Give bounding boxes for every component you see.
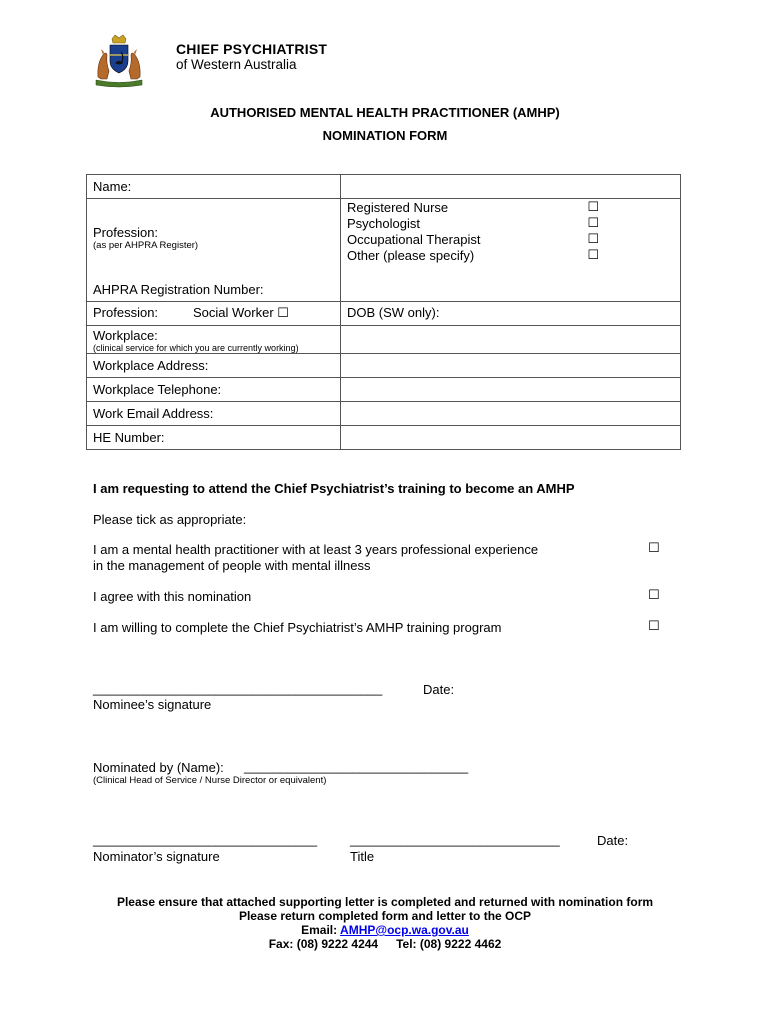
email-label: Work Email Address:: [93, 406, 214, 421]
nominator-signature-line[interactable]: _______________________________: [93, 832, 318, 847]
nominee-signature-line[interactable]: ________________________________________: [93, 681, 383, 696]
email-field[interactable]: [341, 402, 681, 426]
he-label-cell: [87, 426, 341, 450]
checkbox[interactable]: ☐: [587, 216, 599, 231]
he-field[interactable]: [341, 426, 681, 450]
footer-return: Please return completed form and letter to the OCP: [238, 909, 532, 923]
profession-option-label: Psychologist: [347, 216, 420, 231]
profession-option-label: Other (please specify): [347, 248, 475, 263]
nominee-details-table: [86, 174, 681, 450]
title-label: Title: [350, 849, 375, 864]
address-label: Workplace Address:: [93, 358, 209, 373]
training-checkbox[interactable]: ☐: [648, 619, 660, 634]
profession-option-label: Occupational Therapist: [347, 232, 481, 247]
nominee-signature-label: Nominee’s signature: [93, 697, 212, 712]
telephone-field[interactable]: [341, 378, 681, 402]
checkbox[interactable]: ☐: [587, 248, 599, 263]
footer-email: [0, 923, 770, 937]
profession-option-ot[interactable]: [347, 232, 599, 248]
tick-instruction: Please tick as appropriate:: [93, 512, 247, 527]
profession-label-cell: [87, 199, 341, 267]
social-worker-checkbox[interactable]: Social Worker ☐: [193, 305, 289, 320]
telephone-label-cell: [87, 378, 341, 402]
address-label-cell: [87, 354, 341, 378]
experience-checkbox[interactable]: ☐: [648, 541, 660, 556]
workplace-label-cell: [87, 326, 341, 354]
ahpra-label-cell: [87, 267, 341, 302]
nominated-by-note: (Clinical Head of Service / Nurse Director or equivalent): [93, 775, 327, 786]
statement-training: I am willing to complete the Chief Psychiatrist’s AMHP training program: [93, 620, 502, 635]
checkbox[interactable]: ☐: [587, 232, 599, 247]
profession-option-psychologist[interactable]: [347, 216, 599, 232]
wa-coat-of-arms-logo: [93, 33, 145, 89]
nominated-by-label: Nominated by (Name):: [93, 760, 224, 775]
address-field[interactable]: [341, 354, 681, 378]
nominated-by-line[interactable]: _______________________________: [244, 759, 469, 774]
dob-label: DOB (SW only):: [347, 305, 440, 320]
statement-agree: I agree with this nomination: [93, 589, 252, 604]
statement-line: I am a mental health practitioner with at least 3 years professional experience: [93, 542, 539, 557]
org-subname: of Western Australia: [176, 57, 297, 72]
telephone-label: Workplace Telephone:: [93, 382, 222, 397]
request-heading: I am requesting to attend the Chief Psychiatrist’s training to become an AMHP: [93, 481, 575, 496]
profession-label: Profession:: [93, 225, 159, 240]
profession-option-other[interactable]: [347, 248, 599, 264]
profession-options-cell: [341, 199, 681, 267]
checkbox[interactable]: ☐: [587, 200, 599, 215]
email-link[interactable]: AMHP@ocp.wa.gov.au: [340, 923, 469, 937]
dob-cell[interactable]: [341, 302, 681, 326]
nominator-signature-label: Nominator’s signature: [93, 849, 220, 864]
form-subtitle: NOMINATION FORM: [322, 128, 448, 143]
statement-line: in the management of people with mental illness: [93, 558, 371, 573]
nominee-date-label: Date:: [423, 682, 455, 697]
profession-sw-cell: [87, 302, 341, 326]
name-field[interactable]: [341, 175, 681, 199]
fax-number: Fax: (08) 9222 4244: [268, 937, 379, 951]
footer-instruction: Please ensure that attached supporting letter is completed and returned with nomination form: [116, 895, 654, 909]
agree-checkbox[interactable]: ☐: [648, 588, 660, 603]
form-title: AUTHORISED MENTAL HEALTH PRACTITIONER (AMHP): [210, 105, 560, 120]
footer-contact: [0, 937, 770, 951]
email-prefix: Email:: [301, 923, 341, 937]
profession-option-label: Registered Nurse: [347, 200, 449, 215]
name-label-cell: [87, 175, 341, 199]
workplace-note: (clinical service for which you are currently working): [93, 343, 299, 353]
title-line[interactable]: _____________________________: [350, 832, 560, 847]
name-label: Name:: [93, 179, 132, 194]
profession2-label: Profession:: [93, 305, 159, 320]
profession-note: (as per AHPRA Register): [93, 240, 199, 251]
workplace-field[interactable]: [341, 326, 681, 354]
email-label-cell: [87, 402, 341, 426]
nominator-date-label: Date:: [597, 833, 629, 848]
workplace-label: Workplace:: [93, 328, 158, 343]
profession-option-nurse[interactable]: [347, 200, 599, 216]
ahpra-label: AHPRA Registration Number:: [93, 282, 264, 297]
statement-experience: [93, 542, 538, 573]
he-label: HE Number:: [93, 430, 165, 445]
tel-number: Tel: (08) 9222 4462: [396, 937, 502, 951]
ahpra-field[interactable]: [341, 267, 681, 302]
org-name: CHIEF PSYCHIATRIST: [176, 41, 328, 57]
